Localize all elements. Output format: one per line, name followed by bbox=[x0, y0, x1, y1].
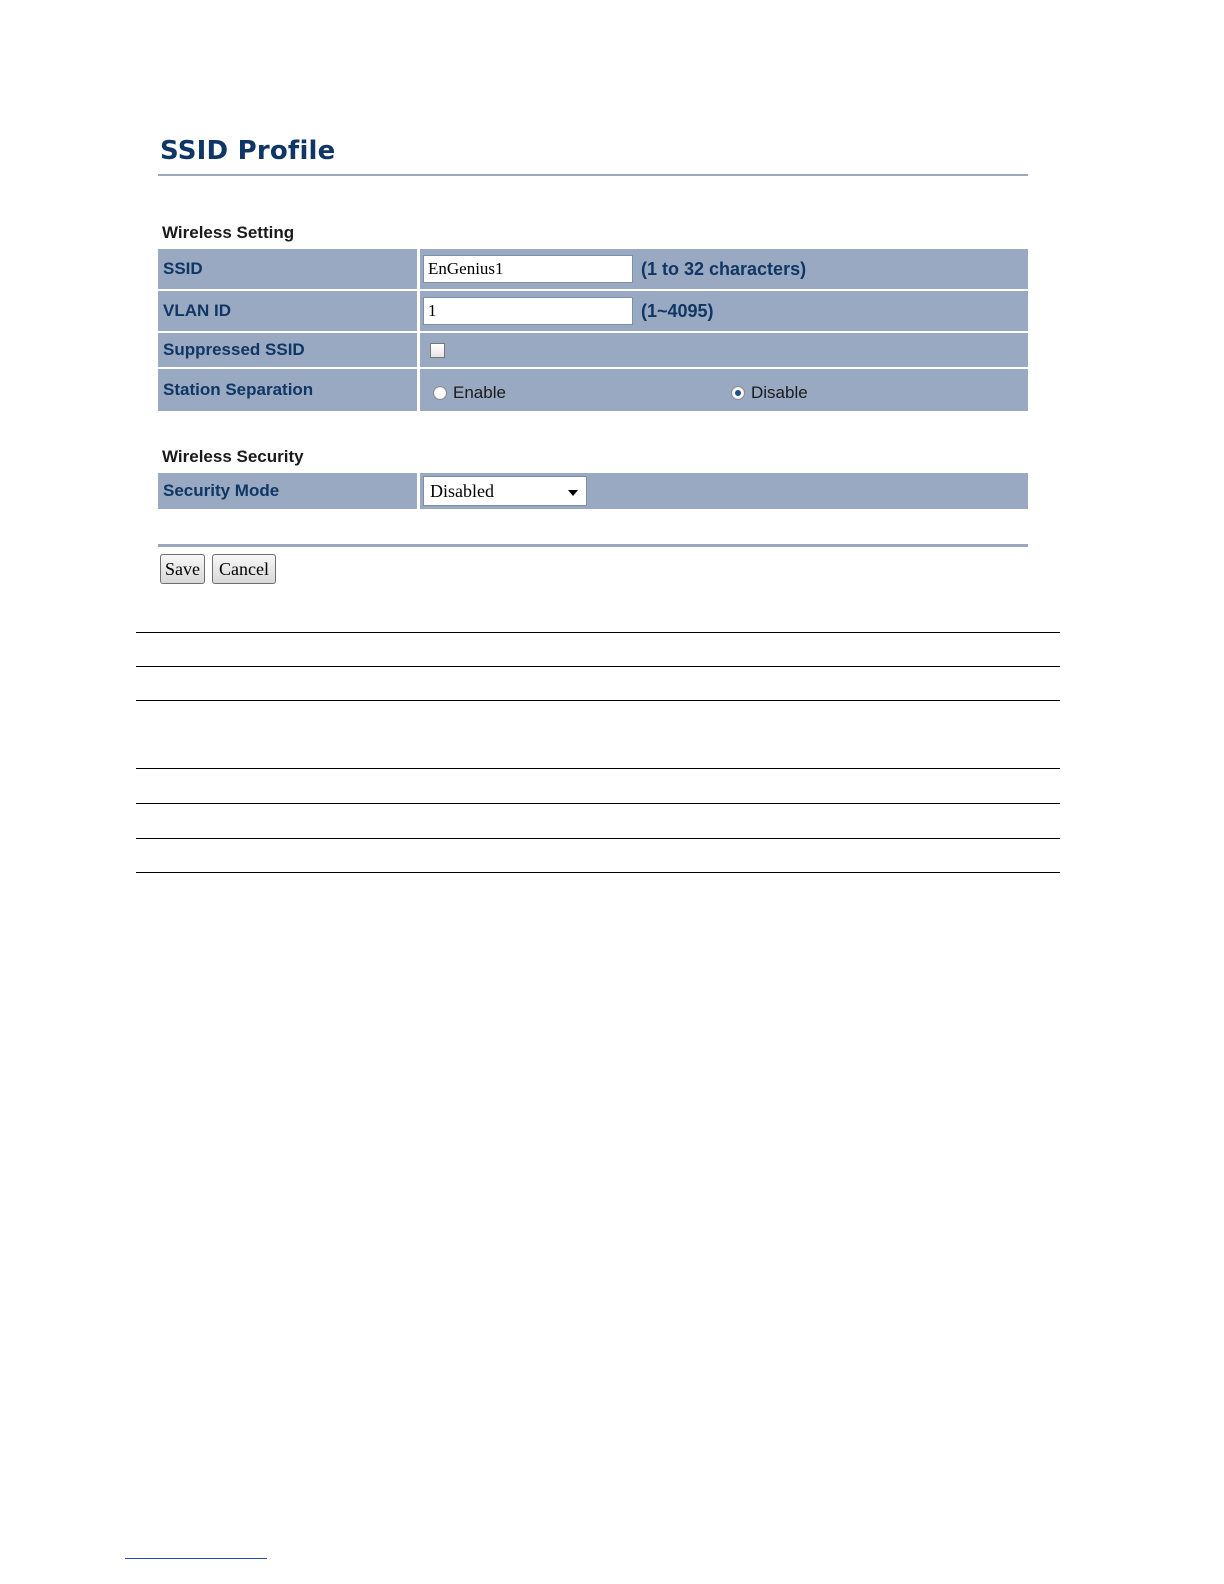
station-separation-value-cell bbox=[420, 369, 1028, 411]
table-rule bbox=[136, 768, 1060, 769]
page-title: SSID Profile bbox=[160, 136, 336, 166]
ssid-hint: (1 to 32 characters) bbox=[641, 258, 807, 279]
ssid-label: SSID bbox=[158, 249, 417, 289]
table-rule bbox=[136, 666, 1060, 667]
table-rule bbox=[136, 632, 1060, 633]
suppressed-ssid-row bbox=[158, 333, 1028, 367]
table-rule bbox=[136, 700, 1060, 701]
vlan-row bbox=[158, 291, 1028, 331]
enable-radio-label: Enable bbox=[453, 383, 506, 402]
security-mode-row bbox=[158, 473, 1028, 509]
cancel-button[interactable]: Cancel bbox=[212, 554, 276, 584]
chevron-down-icon bbox=[568, 490, 578, 496]
security-mode-value-cell bbox=[420, 473, 1028, 509]
vlan-id-input[interactable] bbox=[423, 297, 633, 325]
footnote-link-underline bbox=[125, 1558, 267, 1559]
title-divider bbox=[158, 174, 1028, 176]
save-button[interactable]: Save bbox=[160, 554, 205, 584]
form-footer-divider bbox=[158, 544, 1028, 547]
table-rule bbox=[136, 872, 1060, 873]
suppressed-ssid-value-cell bbox=[420, 333, 1028, 367]
suppressed-ssid-label: Suppressed SSID bbox=[158, 333, 417, 367]
disable-radio[interactable] bbox=[731, 386, 745, 400]
ssid-input[interactable] bbox=[423, 255, 633, 283]
table-rule bbox=[136, 838, 1060, 839]
wireless-security-heading: Wireless Security bbox=[162, 447, 304, 466]
security-mode-selected-value: Disabled bbox=[430, 480, 494, 501]
wireless-setting-heading: Wireless Setting bbox=[162, 223, 295, 242]
vlan-label: VLAN ID bbox=[158, 291, 417, 331]
vlan-hint: (1~4095) bbox=[641, 300, 714, 321]
ssid-row bbox=[158, 249, 1028, 289]
disable-radio-label: Disable bbox=[751, 383, 808, 402]
security-mode-label: Security Mode bbox=[158, 473, 417, 509]
security-mode-select[interactable] bbox=[423, 476, 587, 506]
table-rule bbox=[136, 803, 1060, 804]
suppressed-ssid-checkbox[interactable] bbox=[430, 343, 445, 358]
ssid-value-cell bbox=[420, 249, 1028, 289]
station-separation-label: Station Separation bbox=[158, 369, 417, 411]
station-separation-row bbox=[158, 369, 1028, 411]
enable-radio[interactable] bbox=[433, 386, 447, 400]
station-separation-enable-option[interactable] bbox=[433, 383, 506, 403]
vlan-value-cell bbox=[420, 291, 1028, 331]
station-separation-disable-option[interactable] bbox=[731, 383, 808, 403]
